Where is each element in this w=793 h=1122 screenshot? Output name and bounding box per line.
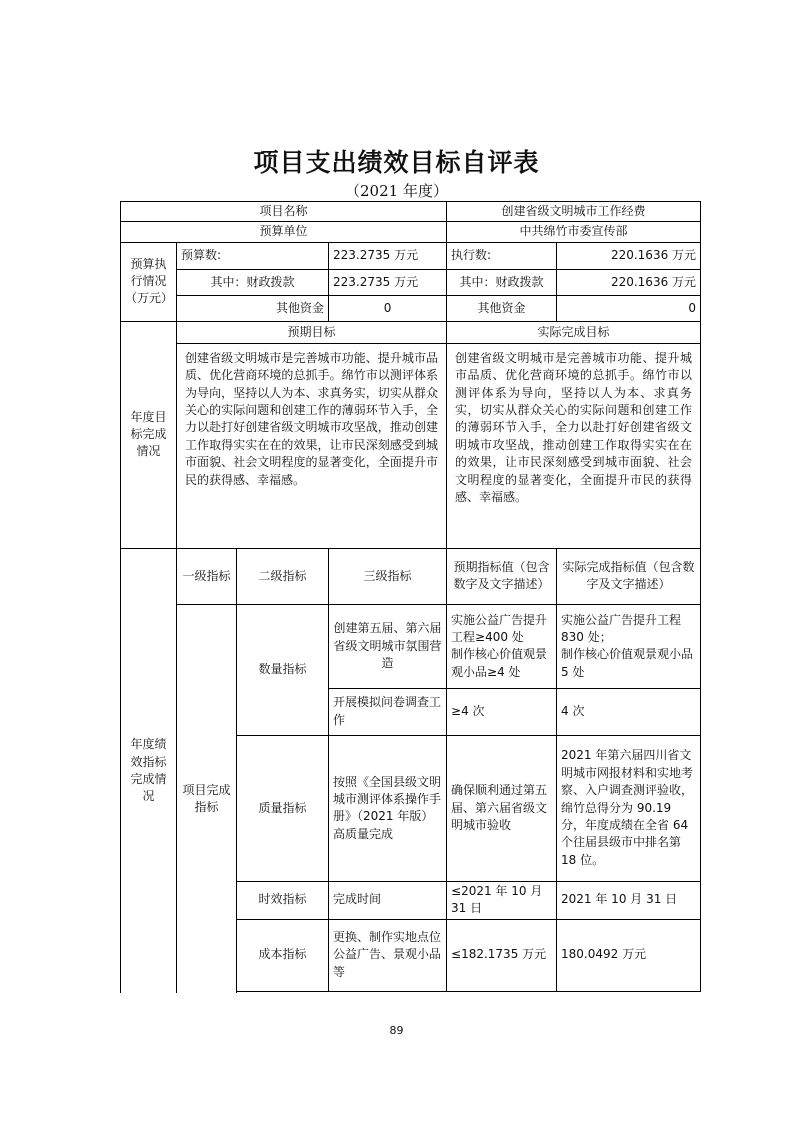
- quality-level3: 按照《全国县级文明城市测评体系操作手册》（2021 年版）高质量完成: [329, 735, 447, 881]
- table-row: [121, 269, 701, 295]
- table-row: [121, 548, 701, 604]
- expected-value-header: 预期指标值（包含数字及文字描述）: [447, 548, 557, 604]
- time-actual: 2021 年 10 月 31 日: [557, 881, 701, 919]
- quantity-2-level3: 开展模拟问卷调查工作: [329, 688, 447, 735]
- level1-header: 一级指标: [177, 548, 237, 604]
- actual-goal-header: 实际完成目标: [447, 321, 701, 343]
- other-funds-exec: 0: [557, 295, 701, 321]
- performance-section-label: 年度绩效指标完成情况: [121, 548, 177, 993]
- quantity-2-expected: ≥4 次: [447, 688, 557, 735]
- quality-indicator-label: 质量指标: [237, 735, 329, 881]
- table-continuation: [237, 991, 701, 993]
- level3-header: 三级指标: [329, 548, 447, 604]
- cost-indicator-label: 成本指标: [237, 919, 329, 991]
- quantity-1-level3: 创建第五届、第六届省级文明城市氛围营造: [329, 604, 447, 688]
- actual-goal-text: 创建省级文明城市是完善城市功能、提升城市品质、优化营商环境的总抓手。绵竹市以测评体系为导向，坚持以人为本、求真务实，切实从群众关心的实际问题和创建工作的薄弱环节入手，全力以赴打好创建省级文明城市攻坚战，推动创建工作取得实实在在的效果，让市民深刻感受到城市面貌、社会文明程度的显著变化，全面提升市民的获得感、幸福感。: [447, 343, 701, 548]
- fiscal-exec-label: 其中：财政拨款: [447, 269, 557, 295]
- budget-amount-label: 预算数:: [177, 242, 329, 269]
- fiscal-budget-value: 223.2735 万元: [329, 269, 447, 295]
- table-row: [121, 343, 701, 548]
- level1-value: 项目完成指标: [177, 604, 237, 993]
- time-indicator-label: 时效指标: [237, 881, 329, 919]
- fiscal-exec-value: 220.1636 万元: [557, 269, 701, 295]
- table-row: [121, 321, 701, 343]
- year-line: （2021 年度）: [345, 182, 448, 200]
- table-row: [121, 604, 701, 688]
- quantity-1-actual: 实施公益广告提升工程 830 处； 制作核心价值观景观小品 5 处: [557, 604, 701, 688]
- budget-unit-label: 预算单位: [121, 222, 447, 242]
- self-evaluation-table: [120, 201, 701, 993]
- project-name-label: 项目名称: [121, 202, 447, 222]
- time-expected: ≤2021 年 10 月 31 日: [447, 881, 557, 919]
- level2-header: 二级指标: [237, 548, 329, 604]
- budget-amount-value: 223.2735 万元: [329, 242, 447, 269]
- fiscal-label: 其中：财政拨款: [177, 269, 329, 295]
- document-title: 项目支出绩效目标自评表: [253, 148, 540, 177]
- cost-expected: ≤182.1735 万元: [447, 919, 557, 991]
- other-funds-budget: 0: [329, 295, 447, 321]
- quality-expected: 确保顺利通过第五届、第六届省级文明城市验收: [447, 735, 557, 881]
- other-funds-exec-label: 其他资金: [447, 295, 557, 321]
- project-name-value: 创建省级文明城市工作经费: [447, 202, 701, 222]
- table-row: [121, 202, 701, 222]
- quantity-2-actual: 4 次: [557, 688, 701, 735]
- table-row: [121, 295, 701, 321]
- page-number: 89: [389, 1024, 404, 1037]
- budget-unit-value: 中共绵竹市委宣传部: [447, 222, 701, 242]
- annual-goal-section-label: 年度目标完成情况: [121, 321, 177, 548]
- quantity-indicator-label: 数量指标: [237, 604, 329, 735]
- other-funds-label: 其他资金: [177, 295, 329, 321]
- actual-value-header: 实际完成指标值（包含数字及文字描述）: [557, 548, 701, 604]
- exec-amount-value: 220.1636 万元: [557, 242, 701, 269]
- expected-goal-text: 创建省级文明城市是完善城市功能、提升城市品质、优化营商环境的总抓手。绵竹市以测评体系为导向，坚持以人为本、求真务实，切实从群众关心的实际问题和创建工作的薄弱环节入手，全力以赴打好创建省级文明城市攻坚战，推动创建工作取得实实在在的效果，让市民深刻感受到城市面貌、社会文明程度的显著变化，全面提升市民的获得感、幸福感。: [177, 343, 447, 548]
- table-row: [121, 242, 701, 269]
- quality-actual: 2021 年第六届四川省文明城市网报材料和实地考察、入户调查测评验收，绵竹总得分为 90.19 分，年度成绩在全省 64 个往届县级市中排名第 18 位。: [557, 735, 701, 881]
- expected-goal-header: 预期目标: [177, 321, 447, 343]
- budget-section-label: 预算执行情况（万元）: [121, 242, 177, 321]
- exec-amount-label: 执行数:: [447, 242, 557, 269]
- cost-actual: 180.0492 万元: [557, 919, 701, 991]
- time-level3: 完成时间: [329, 881, 447, 919]
- quantity-1-expected: 实施公益广告提升工程≥400 处 制作核心价值观景观小品≥4 处: [447, 604, 557, 688]
- table-row: [121, 222, 701, 242]
- cost-level3: 更换、制作实地点位公益广告、景观小品等: [329, 919, 447, 991]
